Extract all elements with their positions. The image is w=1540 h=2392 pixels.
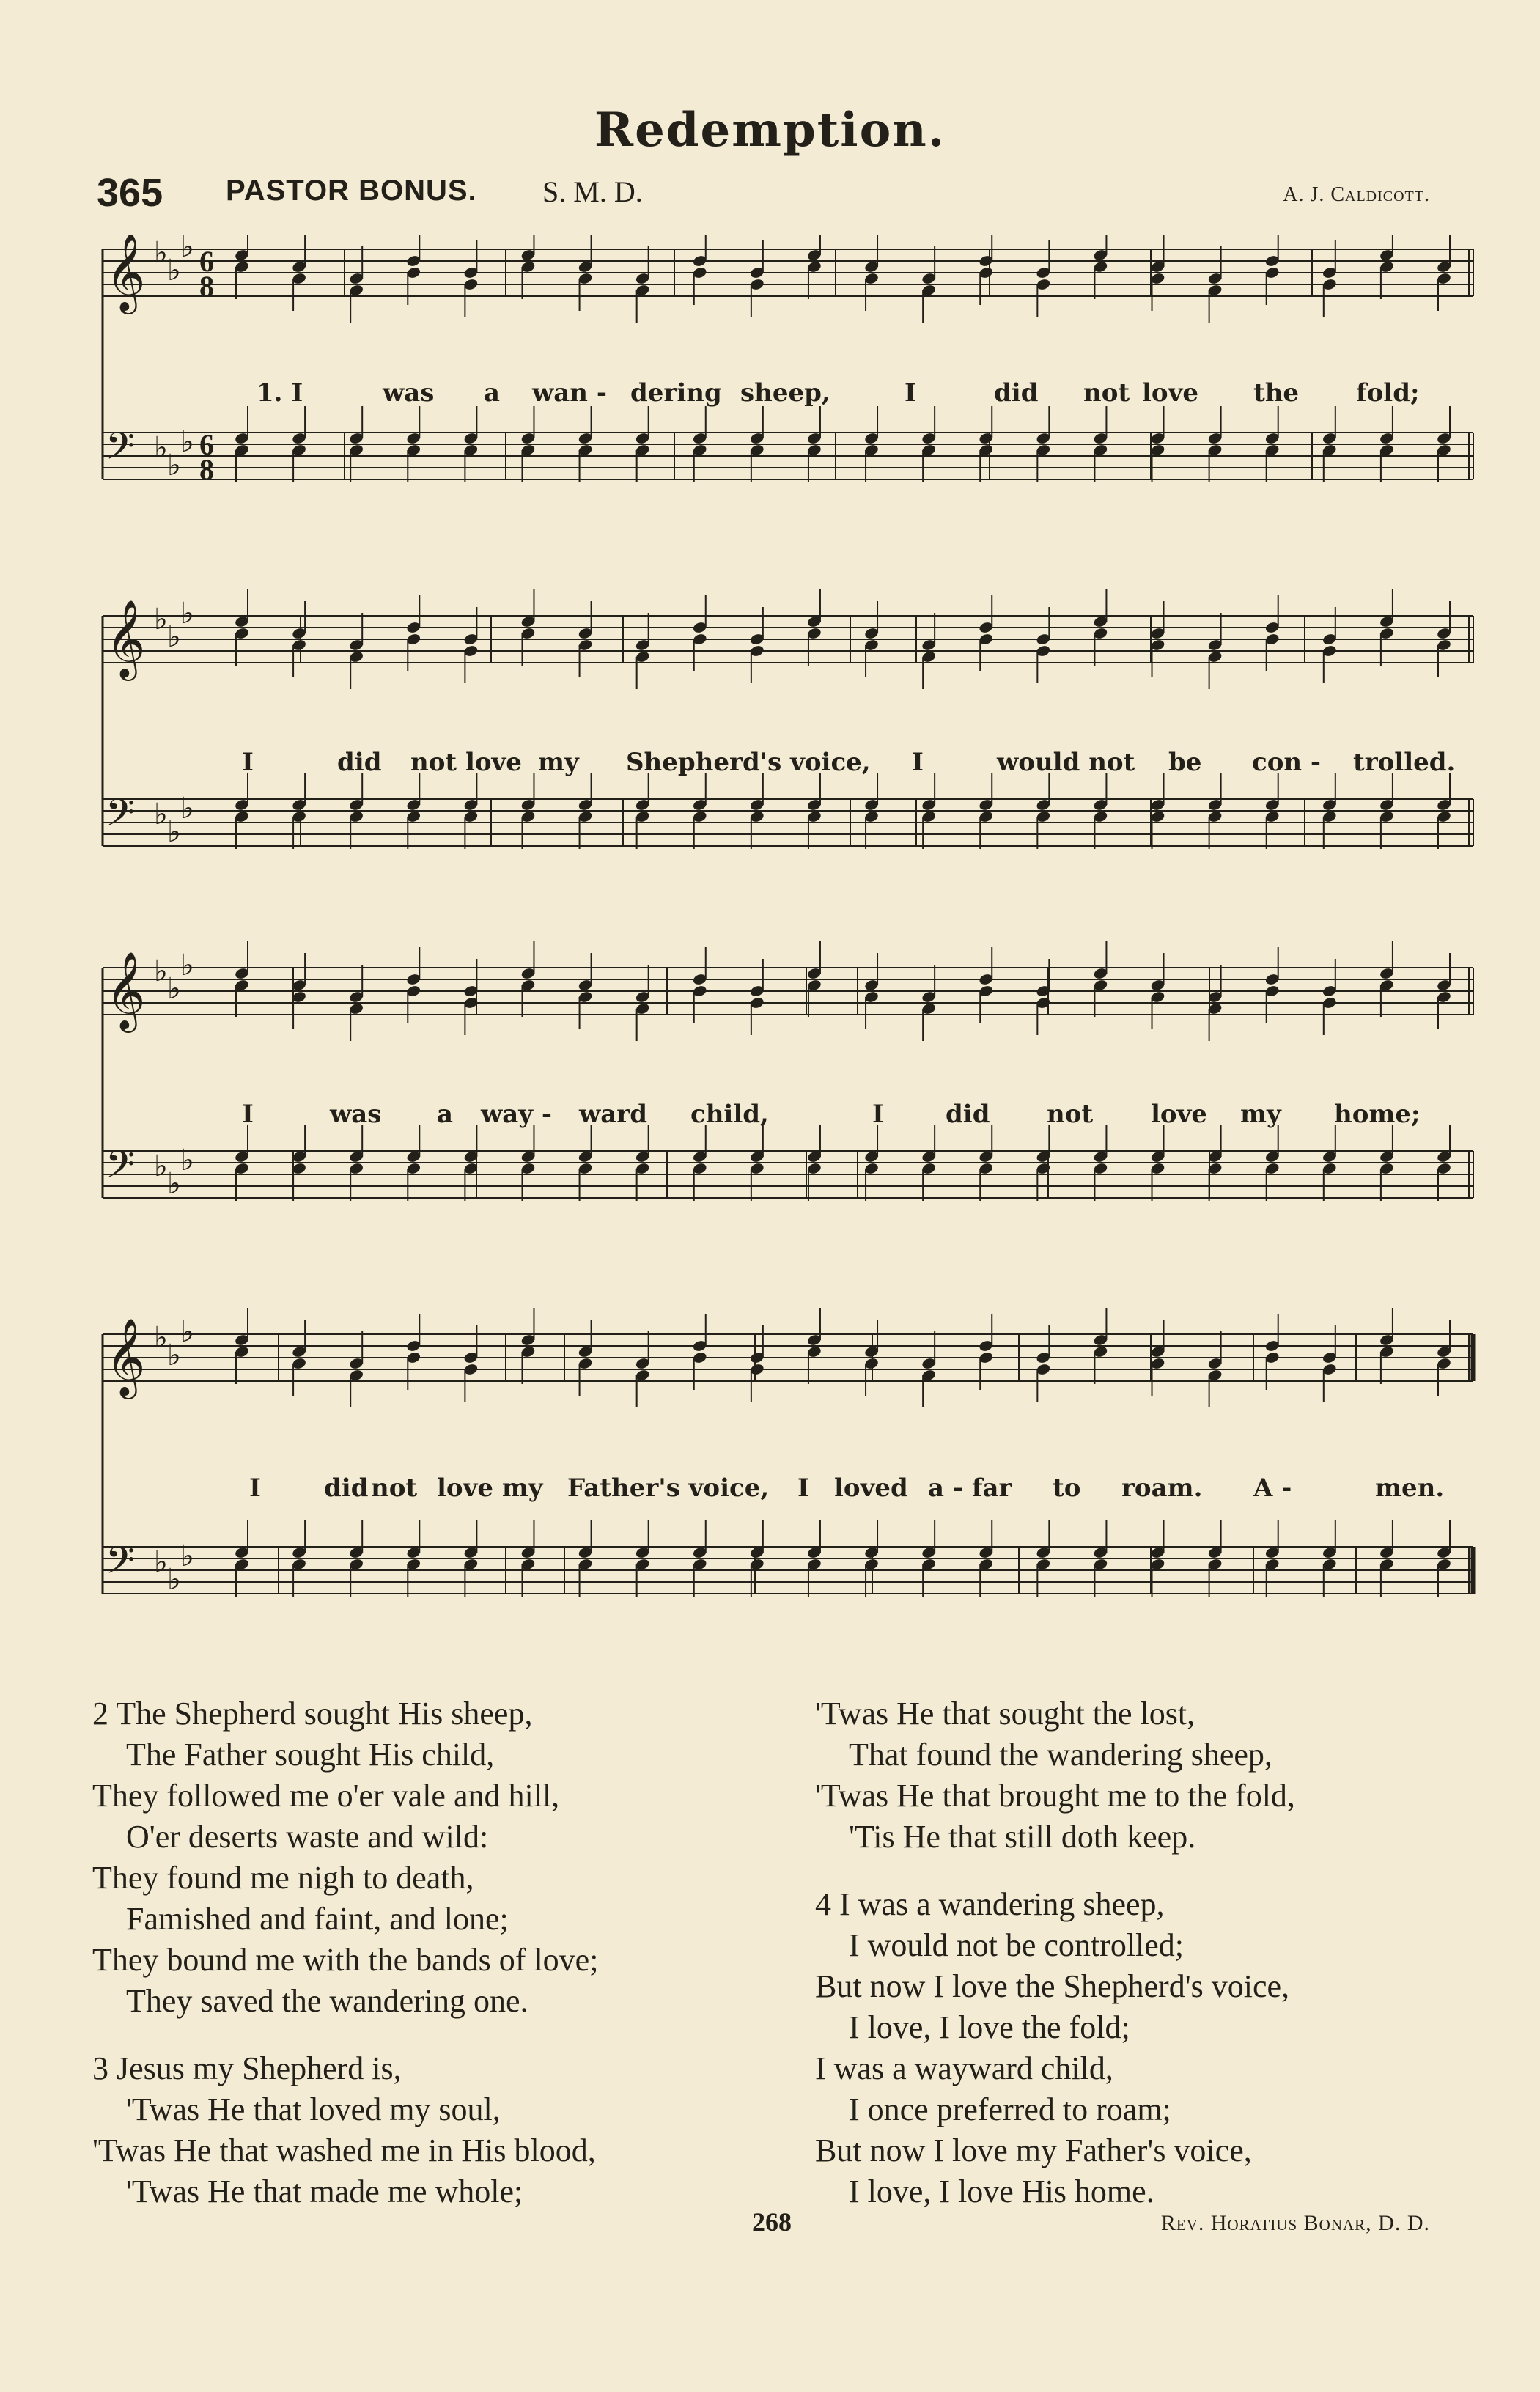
page-number: 268 bbox=[752, 2207, 792, 2237]
stanza-4 bbox=[815, 1884, 1295, 2212]
verse-line: I love, I love the fold; bbox=[849, 2009, 1130, 2045]
lyrics-line-2 bbox=[95, 748, 1481, 777]
lyric-syllable: did bbox=[337, 748, 382, 777]
flat-icon: ♭ bbox=[180, 1315, 194, 1349]
lyric-syllable: a bbox=[484, 378, 501, 408]
tune-name: PASTOR BONUS. bbox=[226, 174, 477, 207]
music-system-3 bbox=[95, 938, 1481, 1246]
lyric-syllable: I bbox=[242, 1100, 254, 1129]
flat-icon: ♭ bbox=[154, 603, 168, 636]
verses-left-column bbox=[92, 1693, 598, 2239]
flat-icon: ♭ bbox=[154, 954, 168, 988]
lyric-syllable: did bbox=[324, 1473, 369, 1503]
lyric-syllable: 1. I bbox=[257, 378, 303, 408]
lyric-syllable: be bbox=[1168, 748, 1202, 777]
flat-icon: ♭ bbox=[167, 1339, 181, 1372]
lyric-syllable: fold; bbox=[1356, 378, 1420, 408]
composer: A. J. Caldicott. bbox=[1283, 183, 1430, 206]
lyric-syllable: would not bbox=[997, 748, 1135, 777]
lyric-syllable: I bbox=[905, 378, 916, 408]
flat-icon: ♭ bbox=[167, 620, 181, 654]
lyric-syllable: Father's voice, bbox=[567, 1473, 770, 1503]
lyric-syllable: to bbox=[1053, 1473, 1081, 1503]
flat-icon: ♭ bbox=[154, 1321, 168, 1355]
bass-clef-icon: 𝄢 bbox=[106, 424, 135, 477]
verse-line: 3 Jesus my Shepherd is, bbox=[92, 2050, 402, 2086]
verse-line: 'Twas He that sought the lost, bbox=[815, 1696, 1195, 1732]
verse-line: They found me nigh to death, bbox=[92, 1860, 474, 1896]
lyric-syllable: home; bbox=[1334, 1100, 1421, 1129]
lyric-syllable: love bbox=[1142, 378, 1198, 408]
verse-line: 'Twas He that washed me in His blood, bbox=[92, 2132, 596, 2168]
lyric-syllable: love bbox=[1151, 1100, 1207, 1129]
hymn-number: 365 bbox=[97, 171, 163, 215]
lyric-syllable: sheep, bbox=[740, 378, 830, 408]
flat-icon: ♭ bbox=[154, 236, 168, 270]
flat-icon: ♭ bbox=[154, 431, 168, 465]
lyrics-line-1 bbox=[95, 378, 1481, 408]
music-system-4 bbox=[95, 1298, 1481, 1664]
verse-line: That found the wandering sheep, bbox=[849, 1737, 1272, 1773]
music-system-1 bbox=[95, 235, 1481, 542]
verse-line: 4 I was a wandering sheep, bbox=[815, 1886, 1165, 1922]
lyric-syllable: my bbox=[538, 748, 579, 777]
verse-line: 'Tis He that still doth keep. bbox=[849, 1819, 1196, 1855]
flat-icon: ♭ bbox=[180, 597, 194, 630]
lyric-syllable: not bbox=[371, 1473, 418, 1503]
time-signature-bottom: 8 bbox=[199, 270, 214, 303]
flat-icon: ♭ bbox=[180, 235, 194, 264]
lyrics-line-4 bbox=[95, 1473, 1481, 1503]
verse-line: 'Twas He that made me whole; bbox=[126, 2174, 523, 2209]
verse-line: They saved the wandering one. bbox=[126, 1983, 528, 2019]
treble-clef-icon: 𝄞 bbox=[106, 599, 146, 677]
lyric-syllable: not bbox=[1047, 1100, 1094, 1129]
flat-icon: ♭ bbox=[167, 972, 181, 1006]
time-signature-bottom: 8 bbox=[199, 453, 214, 486]
verse-line: I once preferred to roam; bbox=[849, 2091, 1171, 2127]
meter: S. M. D. bbox=[542, 175, 643, 208]
treble-clef-icon: 𝄞 bbox=[106, 235, 146, 311]
flat-icon: ♭ bbox=[154, 1545, 168, 1579]
verse-line: They bound me with the bands of love; bbox=[92, 1942, 599, 1978]
section-title: Redemption. bbox=[594, 103, 946, 158]
flat-icon: ♭ bbox=[167, 1167, 181, 1201]
music-system-2 bbox=[95, 586, 1481, 894]
flat-icon: ♭ bbox=[167, 254, 181, 287]
verse-line: 'Twas He that loved my soul, bbox=[126, 2091, 501, 2127]
lyric-syllable: wan - bbox=[532, 378, 607, 408]
lyric-syllable: the bbox=[1253, 378, 1300, 408]
lyric-syllable: I bbox=[242, 748, 254, 777]
time-signature-top: 6 bbox=[199, 428, 214, 461]
verse-line: I was a wayward child, bbox=[815, 2050, 1113, 2086]
lyric-syllable: my bbox=[1240, 1100, 1281, 1129]
flat-icon: ♭ bbox=[180, 1539, 194, 1573]
lyric-syllable: a bbox=[437, 1100, 454, 1129]
lyric-syllable: dering bbox=[630, 378, 722, 408]
lyric-syllable: was bbox=[330, 1100, 382, 1129]
verse-line: I love, I love His home. bbox=[849, 2174, 1154, 2209]
stanza-3 bbox=[92, 2048, 598, 2212]
flat-icon: ♭ bbox=[180, 949, 194, 982]
flat-icon: ♭ bbox=[167, 815, 181, 849]
verse-line: 'Twas He that brought me to the fold, bbox=[815, 1778, 1295, 1814]
flat-icon: ♭ bbox=[154, 798, 168, 831]
verse-line: 2 The Shepherd sought His sheep, bbox=[92, 1696, 533, 1732]
verse-line: They followed me o'er vale and hill, bbox=[92, 1778, 560, 1814]
bass-clef-icon: 𝄢 bbox=[106, 1538, 135, 1591]
verse-line: But now I love my Father's voice, bbox=[815, 2132, 1252, 2168]
bass-clef-icon: 𝄢 bbox=[106, 1142, 135, 1196]
lyric-syllable: ward bbox=[579, 1100, 647, 1129]
lyric-syllable: I bbox=[249, 1473, 261, 1503]
lyric-syllable: a - far bbox=[928, 1473, 1012, 1503]
lyric-syllable: did bbox=[994, 378, 1039, 408]
lyric-syllable: trolled. bbox=[1353, 748, 1456, 777]
lyric-syllable: A - bbox=[1253, 1473, 1292, 1503]
flat-icon: ♭ bbox=[167, 449, 181, 482]
lyric-syllable: I bbox=[797, 1473, 809, 1503]
verse-line: The Father sought His child, bbox=[126, 1737, 495, 1773]
treble-clef-icon: 𝄞 bbox=[106, 951, 146, 1029]
lyric-syllable: child, bbox=[690, 1100, 769, 1129]
verse-line: I would not be controlled; bbox=[849, 1927, 1185, 1963]
flat-icon: ♭ bbox=[167, 1563, 181, 1597]
lyricist: Rev. Horatius Bonar, D. D. bbox=[1160, 2211, 1430, 2235]
treble-clef-icon: 𝄞 bbox=[106, 1317, 146, 1396]
lyric-syllable: not bbox=[1083, 378, 1130, 408]
lyric-syllable: men. bbox=[1375, 1473, 1445, 1503]
stanza-3-continued bbox=[815, 1693, 1295, 1858]
verses-right-column bbox=[815, 1693, 1295, 2239]
flat-icon: ♭ bbox=[180, 1144, 194, 1177]
staff-graphic-3 bbox=[95, 938, 1481, 1246]
lyric-syllable: way - bbox=[481, 1100, 553, 1129]
bass-clef-icon: 𝄢 bbox=[106, 790, 135, 844]
lyric-syllable: did bbox=[946, 1100, 990, 1129]
lyric-syllable: roam. bbox=[1121, 1473, 1203, 1503]
verse-line: Famished and faint, and lone; bbox=[126, 1901, 509, 1937]
flat-icon: ♭ bbox=[180, 792, 194, 825]
lyric-syllable: loved bbox=[834, 1473, 908, 1503]
verse-line: But now I love the Shepherd's voice, bbox=[815, 1968, 1290, 2004]
time-signature-top: 6 bbox=[199, 245, 214, 278]
lyric-syllable: Shepherd's voice, bbox=[626, 748, 871, 777]
verse-line: O'er deserts waste and wild: bbox=[126, 1819, 489, 1855]
lyric-syllable: was bbox=[383, 378, 435, 408]
lyrics-line-3 bbox=[95, 1100, 1481, 1129]
lyric-syllable: I bbox=[872, 1100, 884, 1129]
lyric-syllable: con - bbox=[1252, 748, 1322, 777]
staff-graphic-2 bbox=[95, 586, 1481, 894]
flat-icon: ♭ bbox=[180, 425, 194, 459]
flat-icon: ♭ bbox=[154, 1149, 168, 1183]
lyric-syllable: I bbox=[912, 748, 924, 777]
lyric-syllable: not love bbox=[410, 748, 522, 777]
stanza-2 bbox=[92, 1693, 598, 2022]
lyric-syllable: love my bbox=[437, 1473, 543, 1503]
